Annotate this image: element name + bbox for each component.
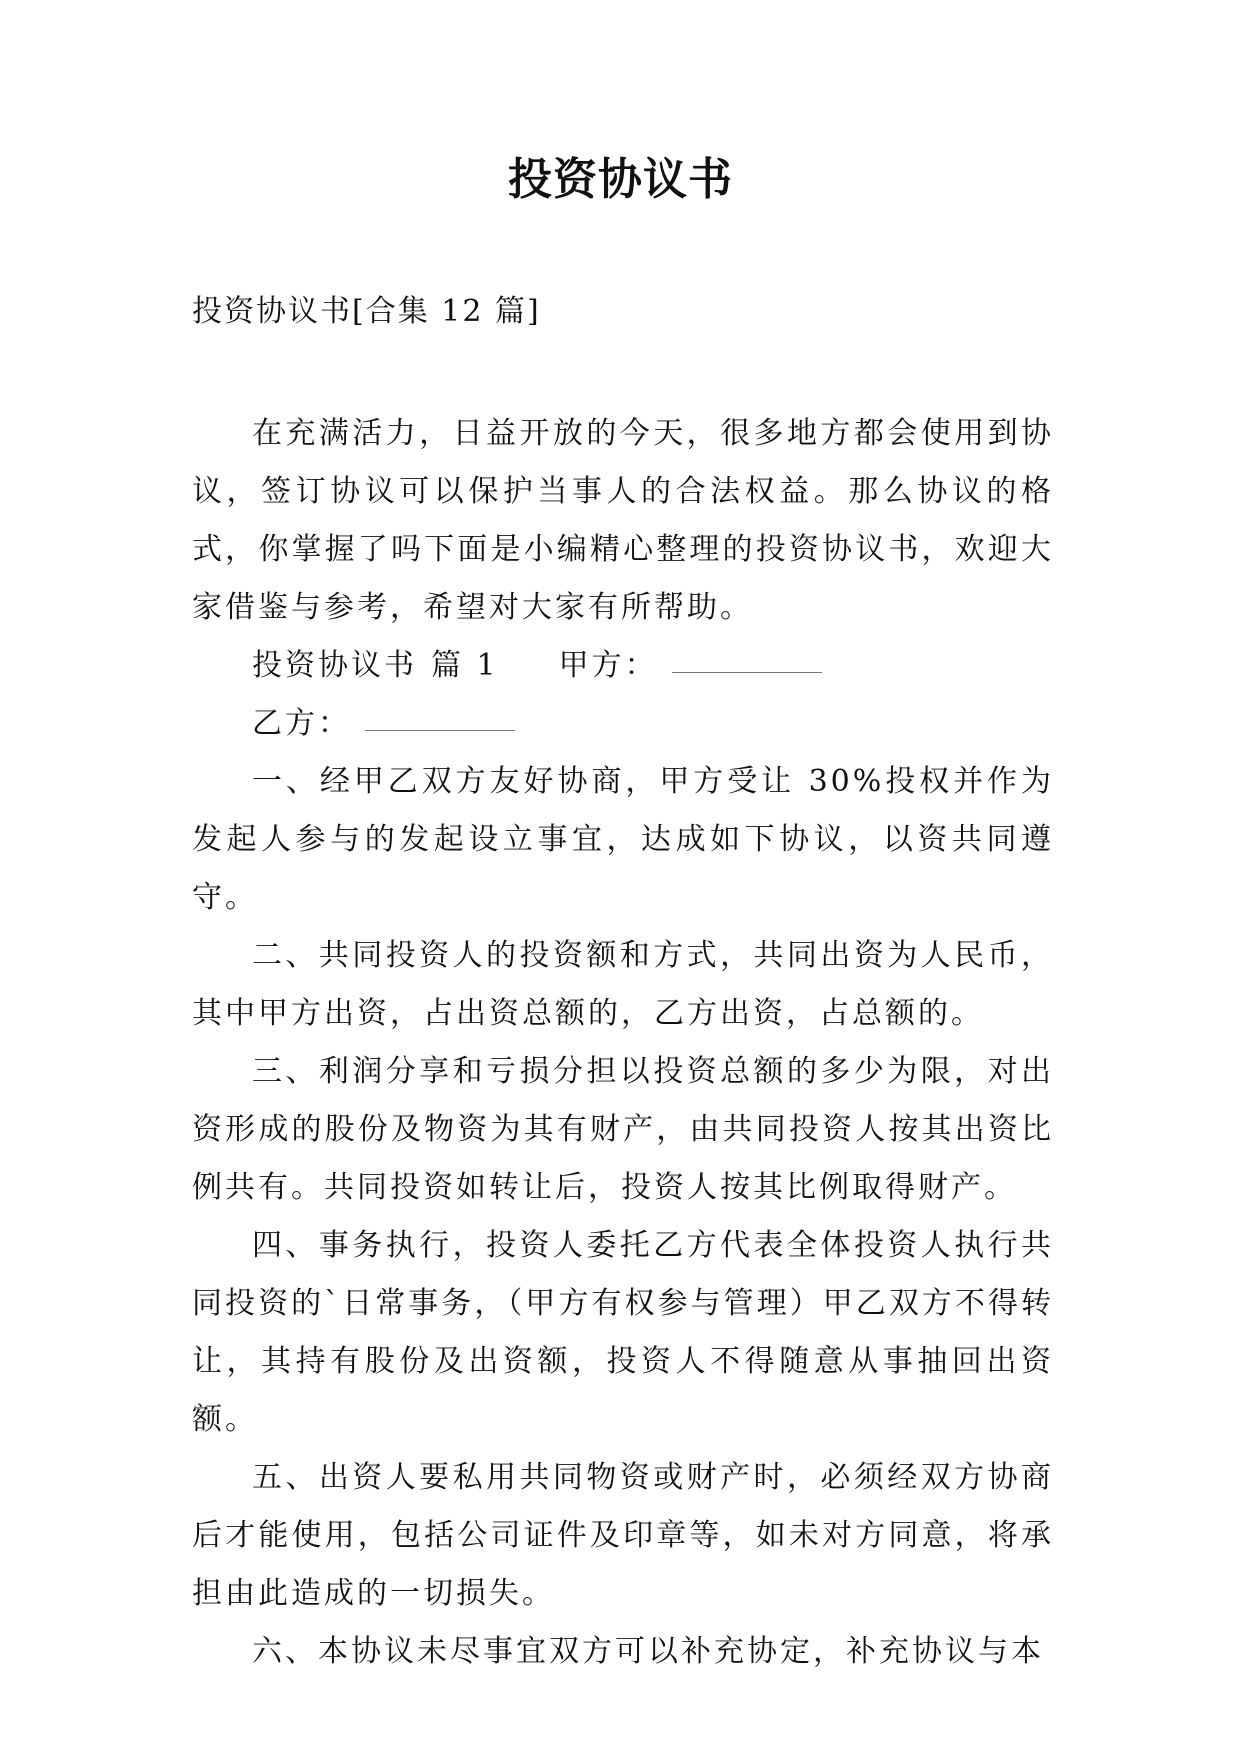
clause-3: 三、利润分享和亏损分担以投资总额的多少为限，对出资形成的股份及物资为其有财产，由共同投资人按其出资比例共有。共同投资如转让后，投资人按其比例取得财产。	[192, 1054, 1054, 1205]
party-b-line	[192, 695, 1054, 753]
clause-4: 四、事务执行，投资人委托乙方代表全体投资人执行共同投资的`日常事务，（甲方有权参与管理）甲乙双方不得转让，其持有股份及出资额，投资人不得随意从事抽回出资额。	[192, 1228, 1054, 1437]
party-a-blank	[672, 671, 822, 673]
party-a-label: 甲方：	[558, 648, 658, 683]
clause-1: 一、经甲乙双方友好协商，甲方受让 30%投权并作为发起人参与的发起设立事宜，达成如下协议，以资共同遵守。	[192, 764, 1054, 915]
document-body	[192, 405, 1054, 1681]
document-title: 投资协议书	[508, 154, 733, 205]
clause-5: 五、出资人要私用共同物资或财产时，必须经双方协商后才能使用，包括公司证件及印章等，如未对方同意，将承担由此造成的一切损失。	[192, 1460, 1054, 1611]
party-b-blank	[365, 729, 515, 731]
section-heading-line	[192, 637, 1054, 695]
party-b-label: 乙方：	[252, 706, 351, 741]
clause-2: 二、共同投资人的投资额和方式，共同出资为人民币，其中甲方出资，占出资总额的，乙方出资，占总额的。	[192, 938, 1054, 1031]
intro-paragraph: 在充满活力，日益开放的今天，很多地方都会使用到协议，签订协议可以保护当事人的合法权益。那么协议的格式，你掌握了吗下面是小编精心整理的投资协议书，欢迎大家借鉴与参考，希望对大家有所帮助。	[192, 416, 1054, 625]
clause-6: 六、本协议未尽事宜双方可以补充协定，补充协议与本	[252, 1634, 1044, 1669]
section-number: 篇 1	[431, 648, 499, 683]
document-subtitle: 投资协议书[合集 12 篇]	[192, 294, 541, 329]
section-title: 投资协议书	[252, 648, 417, 683]
